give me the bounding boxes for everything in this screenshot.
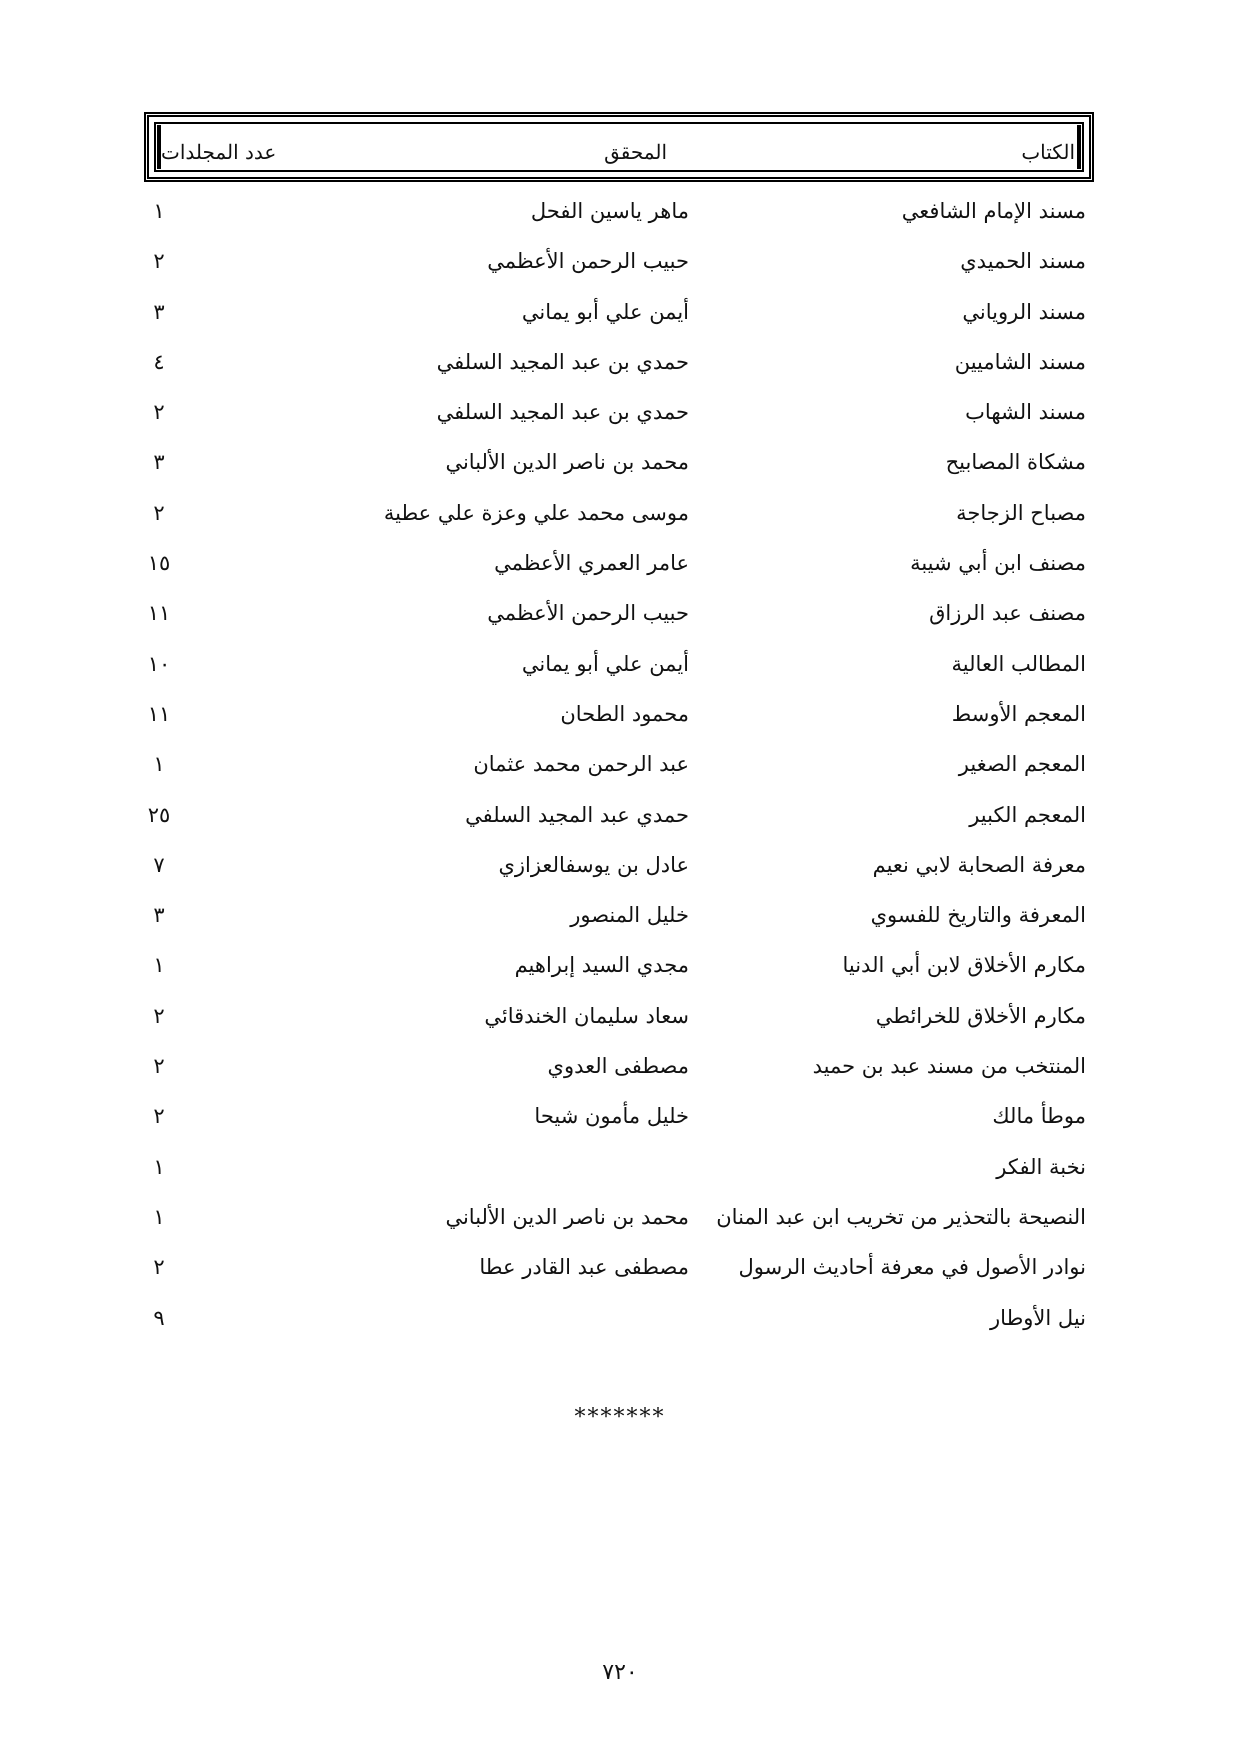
table-row <box>144 1251 1094 1301</box>
book-title: المنتخب من مسند عبد بن حميد <box>812 1054 1086 1079</box>
book-title: مشكاة المصابيح <box>945 450 1086 475</box>
volume-count: ٢ <box>153 1104 165 1129</box>
book-title: مصنف ابن أبي شيبة <box>910 551 1086 576</box>
table-row <box>144 899 1094 949</box>
editor-name: سعاد سليمان الخندقائي <box>484 1003 689 1028</box>
table-row <box>144 296 1094 346</box>
volume-count: ٢٥ <box>147 802 171 827</box>
editor-name: عبد الرحمن محمد عثمان <box>473 752 689 777</box>
editor-name: محمد بن ناصر الدين الألباني <box>445 1204 689 1229</box>
header-book: الكتاب <box>1021 140 1075 164</box>
table-row <box>144 849 1094 899</box>
page-number: ٧٢٠ <box>602 1660 638 1685</box>
editor-name: أيمن علي أبو يماني <box>521 651 689 676</box>
editor-name: أيمن علي أبو يماني <box>521 299 689 324</box>
editor-name: حبيب الرحمن الأعظمي <box>487 601 689 626</box>
table-row <box>144 497 1094 547</box>
volume-count: ٢ <box>153 1255 165 1280</box>
book-title: مكارم الأخلاق لابن أبي الدنيا <box>842 953 1086 978</box>
volume-count: ١١ <box>147 701 171 726</box>
book-title: نيل الأوطار <box>990 1305 1086 1330</box>
editor-name: مصطفى عبد القادر عطا <box>479 1255 689 1280</box>
editor-name: مجدي السيد إبراهيم <box>514 953 689 978</box>
volume-count: ٢ <box>153 400 165 425</box>
table-row <box>144 1151 1094 1201</box>
volume-count: ١٠ <box>147 651 171 676</box>
table-row <box>144 346 1094 396</box>
book-title: موطأ مالك <box>992 1104 1086 1129</box>
table-row <box>144 648 1094 698</box>
table-row <box>144 1000 1094 1050</box>
table-row <box>144 949 1094 999</box>
editor-name: خليل مأمون شيحا <box>534 1104 689 1129</box>
editor-name: محمد بن ناصر الدين الألباني <box>445 450 689 475</box>
table-row <box>144 1201 1094 1251</box>
volume-count: ٣ <box>153 450 165 475</box>
table-row <box>144 547 1094 597</box>
volume-count: ٢ <box>153 500 165 525</box>
book-table <box>144 195 1094 1352</box>
book-title: مسند الروياني <box>962 299 1086 324</box>
editor-name: موسى محمد علي وعزة علي عطية <box>383 500 689 525</box>
book-title: النصيحة بالتحذير من تخريب ابن عبد المنان <box>716 1204 1086 1229</box>
book-title: مكارم الأخلاق للخرائطي <box>875 1003 1086 1028</box>
header-volumes: عدد المجلدات <box>161 140 277 164</box>
book-title: نوادر الأصول في معرفة أحاديث الرسول <box>738 1255 1086 1280</box>
editor-name: خليل المنصور <box>570 903 689 928</box>
table-row <box>144 597 1094 647</box>
table-row <box>144 245 1094 295</box>
book-title: معرفة الصحابة لابي نعيم <box>872 852 1086 877</box>
table-row <box>144 748 1094 798</box>
editor-name: ماهر ياسين الفحل <box>530 199 689 223</box>
table-row <box>144 1100 1094 1150</box>
book-title: نخبة الفكر <box>996 1154 1086 1179</box>
book-title: مسند الشهاب <box>965 400 1086 425</box>
book-title: مسند الإمام الشافعي <box>901 199 1086 223</box>
volume-count: ١٥ <box>147 551 171 576</box>
volume-count: ٣ <box>153 299 165 324</box>
editor-name: حمدي بن عبد المجيد السلفي <box>436 400 689 425</box>
table-row <box>144 396 1094 446</box>
table-row <box>144 799 1094 849</box>
table-row <box>144 195 1094 245</box>
volume-count: ٩ <box>153 1305 165 1330</box>
volume-count: ١ <box>153 1204 165 1229</box>
table-row <box>144 1302 1094 1352</box>
header-editor: المحقق <box>604 140 667 164</box>
volume-count: ١ <box>153 199 165 223</box>
book-title: المعجم الكبير <box>969 802 1086 827</box>
editor-name: مصطفى العدوي <box>547 1054 689 1079</box>
book-title: المعرفة والتاريخ للفسوي <box>870 903 1086 928</box>
editor-name: حبيب الرحمن الأعظمي <box>487 249 689 274</box>
table-row <box>144 1050 1094 1100</box>
volume-count: ٢ <box>153 1003 165 1028</box>
book-title: مصباح الزجاجة <box>956 500 1086 525</box>
book-title: مسند الحميدي <box>960 249 1086 274</box>
book-title: المطالب العالية <box>951 651 1086 676</box>
volume-count: ٧ <box>153 852 165 877</box>
table-header <box>144 112 1094 182</box>
editor-name: حمدي عبد المجيد السلفي <box>465 802 689 827</box>
book-title: مصنف عبد الرزاق <box>929 601 1086 626</box>
editor-name: حمدي بن عبد المجيد السلفي <box>436 349 689 374</box>
volume-count: ٢ <box>153 1054 165 1079</box>
volume-count: ١١ <box>147 601 171 626</box>
book-title: المعجم الصغير <box>958 752 1086 777</box>
volume-count: ٢ <box>153 249 165 274</box>
table-row <box>144 698 1094 748</box>
book-title: المعجم الأوسط <box>951 701 1086 726</box>
editor-name: عامر العمري الأعظمي <box>494 551 689 576</box>
editor-name: عادل بن يوسفالعزازي <box>498 852 689 877</box>
volume-count: ١ <box>153 752 165 777</box>
volume-count: ٤ <box>153 349 165 374</box>
book-title: مسند الشاميين <box>954 349 1086 374</box>
volume-count: ١ <box>153 1154 165 1179</box>
editor-name: محمود الطحان <box>560 701 689 726</box>
separator: ******* <box>574 1405 666 1430</box>
volume-count: ١ <box>153 953 165 978</box>
table-row <box>144 446 1094 496</box>
volume-count: ٣ <box>153 903 165 928</box>
